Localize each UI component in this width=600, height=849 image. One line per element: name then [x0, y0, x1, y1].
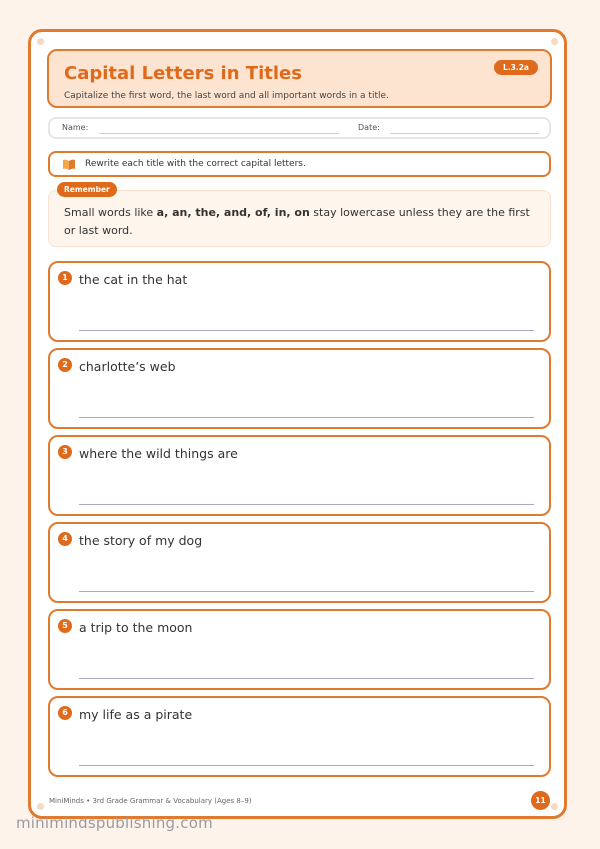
date-line[interactable] — [390, 133, 539, 134]
question-text: where the wild things are — [79, 446, 238, 461]
question-box — [48, 609, 551, 690]
remember-bold-words: a, an, the, and, of, in, on — [156, 206, 310, 219]
instruction-box — [48, 151, 551, 177]
book-icon — [62, 159, 76, 170]
name-line[interactable] — [99, 133, 339, 134]
question-text: my life as a pirate — [79, 707, 193, 722]
remember-text-before: Small words like — [64, 206, 157, 219]
question-number: 5 — [58, 619, 72, 633]
date-label: Date: — [358, 123, 380, 132]
question-box — [48, 522, 551, 603]
remember-text — [64, 204, 534, 240]
corner-dot — [37, 803, 44, 810]
name-date-bar — [48, 117, 551, 139]
answer-line[interactable] — [79, 765, 534, 766]
answer-line[interactable] — [79, 678, 534, 679]
question-text: the cat in the hat — [79, 272, 188, 287]
footer-series-text: MiniMinds • 3rd Grade Grammar & Vocabulary (Ages 8–9) — [49, 797, 252, 805]
question-text: charlotte’s web — [79, 359, 176, 374]
worksheet-header — [47, 49, 552, 108]
question-number: 2 — [58, 358, 72, 372]
question-box — [48, 696, 551, 777]
corner-dot — [37, 38, 44, 45]
remember-tag: Remember — [57, 182, 117, 197]
corner-dot — [551, 803, 558, 810]
question-box — [48, 435, 551, 516]
question-number: 1 — [58, 271, 72, 285]
worksheet-title: Capital Letters in Titles — [64, 63, 302, 84]
question-number: 4 — [58, 532, 72, 546]
question-box — [48, 261, 551, 342]
corner-dot — [551, 38, 558, 45]
answer-line[interactable] — [79, 591, 534, 592]
question-number: 3 — [58, 445, 72, 459]
page-number: 11 — [531, 791, 550, 810]
remember-text-after: stay lowercase unless they are the first or last word. — [64, 206, 530, 237]
question-text: the story of my dog — [79, 533, 203, 548]
question-text: a trip to the moon — [79, 620, 193, 635]
worksheet-subtitle: Capitalize the first word, the last word and all important words in a title. — [64, 91, 389, 101]
question-box — [48, 348, 551, 429]
standard-badge: L.3.2a — [494, 60, 538, 75]
watermark: minimindspublishing.com — [16, 814, 213, 832]
name-label: Name: — [62, 123, 89, 132]
answer-line[interactable] — [79, 504, 534, 505]
instruction-text: Rewrite each title with the correct capital letters. — [85, 159, 306, 169]
question-number: 6 — [58, 706, 72, 720]
remember-box — [48, 190, 551, 247]
answer-line[interactable] — [79, 330, 534, 331]
answer-line[interactable] — [79, 417, 534, 418]
